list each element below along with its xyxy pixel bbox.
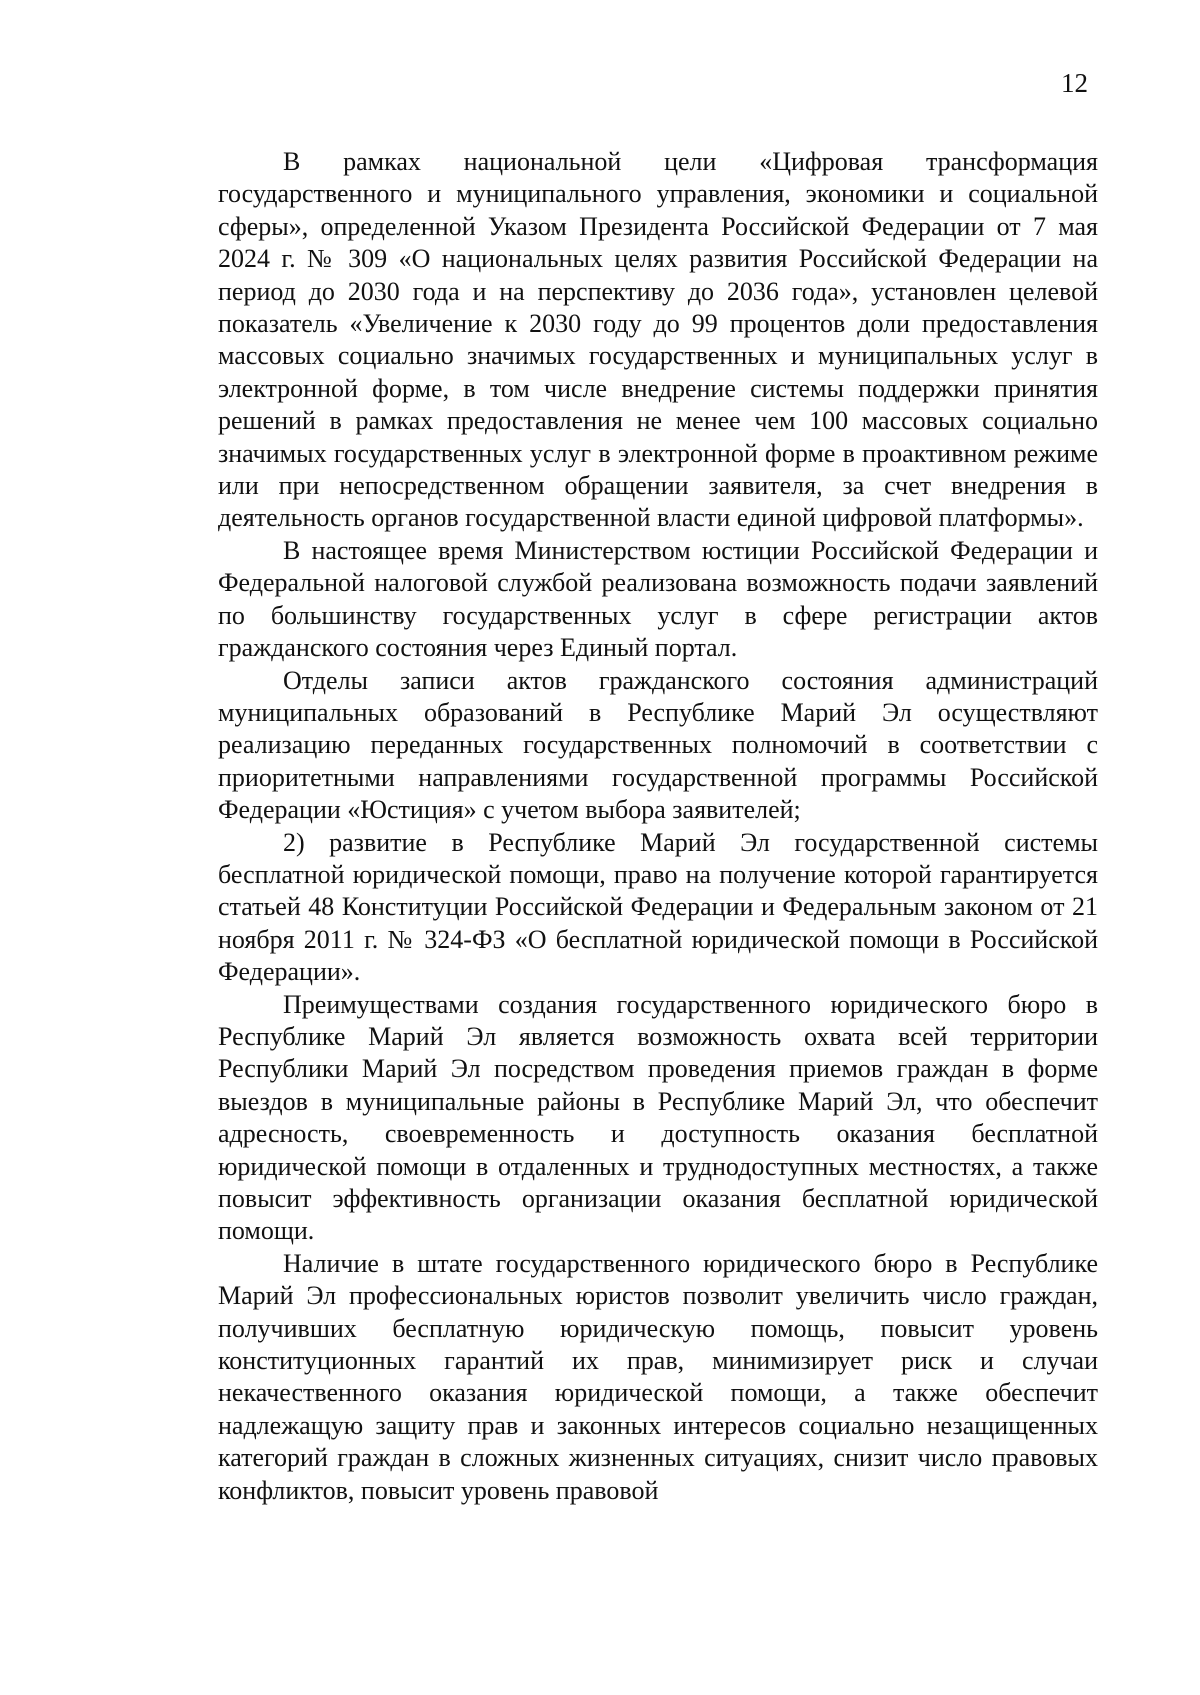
paragraph-digital-transformation: В рамках национальной цели «Цифровая трансформация государственного и муниципального управления, экономики и социальной сферы», определенной Указом Президента Российской Федерации от 7 мая 2024 г. № 309 «О национальных целях развития Российской Федерации на период до 2030 года и на перспективу до 2036 года», установлен целевой показатель «Увеличение к 2030 году до 99 процентов доли предоставления массовых социально значимых государственных и муниципальных услуг в электронной форме, в том числе внедрение системы поддержки принятия решений в рамках предоставления не менее чем 100 массовых социально значимых государственных услуг в электронной форме в проактивном режиме или при непосредственном обращении заявителя, за счет внедрения в деятельность органов государственной власти единой цифровой платформы». (218, 147, 1098, 533)
paragraph-ministry-of-justice: В настоящее время Министерством юстиции Российской Федерации и Федеральной налоговой службой реализована возможность подачи заявлений по большинству государственных услуг в сфере регистрации актов гражданского состояния через Единый портал. (218, 535, 1098, 663)
paragraph-civil-registry-departments: Отделы записи актов гражданского состояния администраций муниципальных образований в Республике Марий Эл осуществляют реализацию переданных государственных полномочий в соответствии с приоритетными направлениями государственной программы Российской Федерации «Юстиция» с учетом выбора заявителей; (218, 665, 1098, 825)
document-body (218, 146, 1098, 1507)
paragraph-free-legal-aid-system: 2) развитие в Республике Марий Эл государственной системы бесплатной юридической помощи, право на получение которой гарантируется статьей 48 Конституции Российской Федерации и Федеральным законом от 21 ноября 2011 г. № 324-ФЗ «О бесплатной юридической помощи в Российской Федерации». (218, 827, 1098, 987)
paragraph-professional-lawyers: Наличие в штате государственного юридического бюро в Республике Марий Эл профессиональных юристов позволит увеличить число граждан, получивших бесплатную юридическую помощь, повысит уровень конституционных гарантий их прав, минимизирует риск и случаи некачественного оказания юридической помощи, а также обеспечит надлежащую защиту прав и законных интересов социально незащищенных категорий граждан в сложных жизненных ситуациях, снизит число правовых конфликтов, повысит уровень правовой (218, 1248, 1098, 1505)
paragraph-legal-bureau-advantages: Преимуществами создания государственного юридического бюро в Республике Марий Эл является возможность охвата всей территории Республики Марий Эл посредством проведения приемов граждан в форме выездов в муниципальные районы в Республике Марий Эл, что обеспечит адресность, своевременность и доступность оказания бесплатной юридической помощи в отдаленных и труднодоступных местностях, а также повысит эффективность организации оказания бесплатной юридической помощи. (218, 989, 1098, 1246)
page-number: 12 (1061, 68, 1088, 98)
